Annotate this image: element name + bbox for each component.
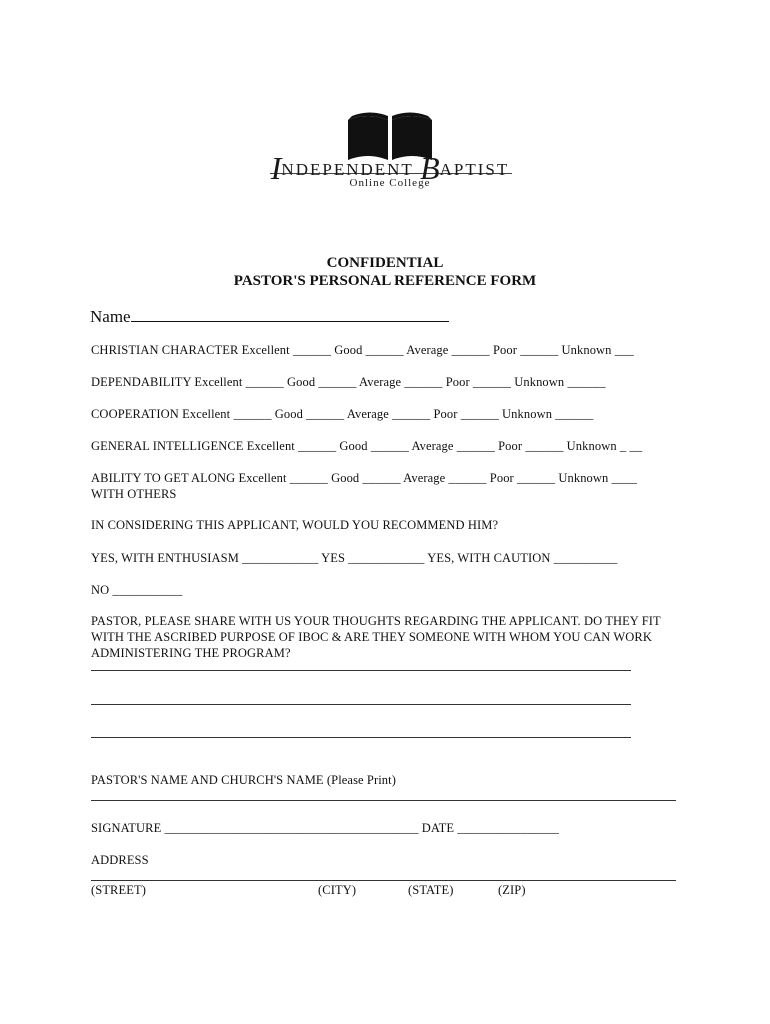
rating-general-intelligence[interactable]: GENERAL INTELLIGENCE Excellent ______ Good ______ Average ______ Poor ______ Unknown _ __ bbox=[91, 439, 643, 453]
rating-cooperation[interactable]: COOPERATION Excellent ______ Good ______ Average ______ Poor ______ Unknown ______ bbox=[91, 407, 594, 421]
name-field[interactable] bbox=[90, 307, 449, 327]
pastor-name-label: PASTOR'S NAME AND CHURCH'S NAME (Please Print) bbox=[91, 773, 396, 787]
address-label: ADDRESS bbox=[91, 853, 149, 867]
form-confidential-heading: CONFIDENTIAL bbox=[326, 255, 444, 271]
address-street-label: (STREET) bbox=[91, 883, 146, 897]
rating-ability-continuation: WITH OTHERS bbox=[91, 487, 177, 501]
rating-dependability[interactable]: DEPENDABILITY Excellent ______ Good ______ Average ______ Poor ______ Unknown ______ bbox=[91, 375, 606, 389]
college-logo bbox=[240, 110, 540, 202]
pastor-name-input-line[interactable] bbox=[91, 800, 676, 801]
address-state-label: (STATE) bbox=[408, 883, 454, 897]
name-label: Name bbox=[90, 307, 131, 326]
rating-christian-character[interactable]: CHRISTIAN CHARACTER Excellent ______ Good ______ Average ______ Poor ______ Unknown ___ bbox=[91, 343, 634, 357]
logo-wordmark: INDEPENDENT BAPTIST bbox=[270, 150, 510, 186]
address-zip-label: (ZIP) bbox=[498, 883, 526, 897]
logo-subtitle: Online College bbox=[349, 177, 431, 189]
rating-ability-to-get-along[interactable]: ABILITY TO GET ALONG Excellent ______ Good ______ Average ______ Poor ______ Unknown ____ bbox=[91, 471, 637, 485]
address-input-line[interactable] bbox=[91, 880, 676, 881]
thoughts-prompt-line-2: WITH THE ASCRIBED PURPOSE OF IBOC & ARE THEY SOMEONE WITH WHOM YOU CAN WORK bbox=[91, 630, 652, 644]
recommend-options[interactable]: YES, WITH ENTHUSIASM ____________ YES ____________ YES, WITH CAUTION __________ bbox=[91, 551, 618, 565]
signature-date-line[interactable]: SIGNATURE ________________________________________ DATE ________________ bbox=[91, 821, 559, 835]
thoughts-answer-line-2[interactable] bbox=[91, 704, 631, 705]
form-title: PASTOR'S PERSONAL REFERENCE FORM bbox=[233, 273, 537, 289]
recommend-no[interactable]: NO ___________ bbox=[91, 583, 183, 597]
thoughts-answer-line-1[interactable] bbox=[91, 670, 631, 671]
address-city-label: (CITY) bbox=[318, 883, 357, 897]
name-input-line[interactable] bbox=[131, 307, 449, 322]
thoughts-prompt-line-3: ADMINISTERING THE PROGRAM? bbox=[91, 646, 291, 660]
thoughts-answer-line-3[interactable] bbox=[91, 737, 631, 738]
thoughts-prompt-line-1: PASTOR, PLEASE SHARE WITH US YOUR THOUGHTS REGARDING THE APPLICANT. DO THEY FIT bbox=[91, 614, 661, 628]
recommend-question: IN CONSIDERING THIS APPLICANT, WOULD YOU RECOMMEND HIM? bbox=[91, 518, 499, 532]
